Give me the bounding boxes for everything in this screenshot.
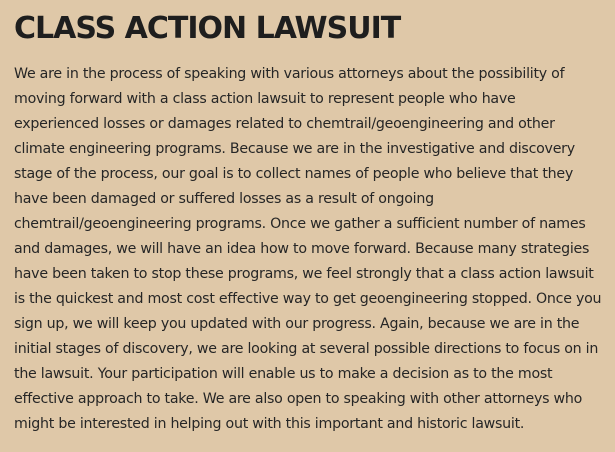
paragraph-line: have been taken to stop these programs, we feel strongly that a class action lawsuit: [14, 266, 594, 282]
paragraph-line: initial stages of discovery, we are looking at several possible directions to focus on in: [14, 341, 599, 357]
paragraph-line: stage of the process, our goal is to collect names of people who believe that they: [14, 166, 574, 182]
paragraph-line: effective approach to take. We are also open to speaking with other attorneys who: [14, 391, 583, 407]
paragraph-line: might be interested in helping out with this important and historic lawsuit.: [14, 416, 525, 432]
paragraph-line: have been damaged or suffered losses as a result of ongoing: [14, 191, 434, 207]
paragraph-line: experienced losses or damages related to chemtrail/geoengineering and other: [14, 116, 555, 132]
article-paragraph: [14, 62, 610, 437]
paragraph-line: is the quickest and most cost effective way to get geoengineering stopped. Once you: [14, 291, 602, 307]
page-title: CLASS ACTION LAWSUIT: [14, 11, 401, 46]
paragraph-line: chemtrail/geoengineering programs. Once we gather a sufficient number of names: [14, 216, 586, 232]
paragraph-line: the lawsuit. Your participation will enable us to make a decision as to the most: [14, 366, 553, 382]
paragraph-line: sign up, we will keep you updated with our progress. Again, because we are in the: [14, 316, 580, 332]
paragraph-line: and damages, we will have an idea how to move forward. Because many strategies: [14, 241, 590, 257]
paragraph-line: moving forward with a class action lawsuit to represent people who have: [14, 91, 516, 107]
paragraph-line: climate engineering programs. Because we are in the investigative and discovery: [14, 141, 575, 157]
paragraph-line: We are in the process of speaking with various attorneys about the possibility of: [14, 66, 565, 82]
